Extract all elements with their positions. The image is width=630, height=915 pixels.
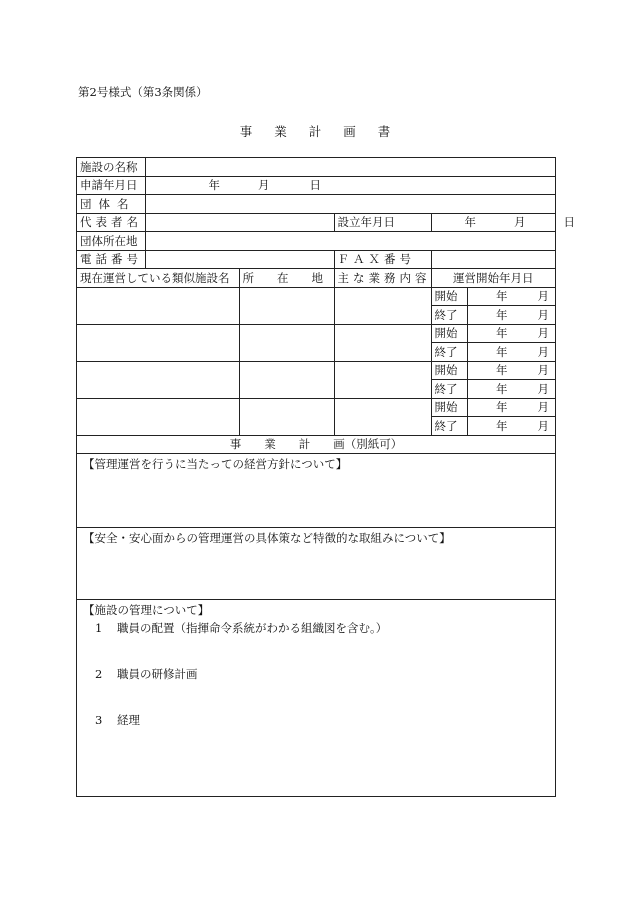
similar-facility-location-3[interactable] — [239, 361, 334, 398]
end-date-field[interactable]: 年 月 — [467, 343, 555, 362]
policy-section[interactable] — [77, 454, 555, 527]
similar-facility-business-4[interactable] — [334, 398, 431, 435]
application-date-field[interactable] — [145, 176, 555, 195]
safety-section[interactable] — [77, 527, 555, 599]
end-label: 終了 — [431, 380, 467, 399]
similar-facility-business-1[interactable] — [334, 287, 431, 324]
phone-field[interactable] — [145, 250, 334, 269]
est-month-unit: 月 — [514, 215, 526, 230]
end-label: 終了 — [431, 343, 467, 362]
day-unit: 日 — [309, 178, 321, 193]
representative-label: 代表者名 — [77, 213, 145, 232]
management-item-2: 2 職員の研修計画 — [95, 667, 198, 681]
facility-name-field[interactable] — [145, 158, 555, 176]
est-day-unit: 日 — [563, 215, 575, 230]
business-content-header: 主な業務内容 — [334, 269, 431, 288]
location-header: 所 在 地 — [239, 269, 334, 288]
similar-facility-name-2[interactable] — [77, 324, 239, 361]
start-label: 開始 — [431, 398, 467, 417]
similar-facility-name-3[interactable] — [77, 361, 239, 398]
established-label: 設立年月日 — [334, 213, 431, 232]
form-number: 第2号様式（第3条関係） — [78, 85, 208, 99]
org-address-label: 団体所在地 — [77, 232, 145, 251]
document-title: 事業計画書 — [239, 124, 413, 139]
similar-facility-name-4[interactable] — [77, 398, 239, 435]
org-address-field[interactable] — [145, 232, 555, 251]
year-unit: 年 — [208, 178, 220, 193]
management-heading: 【施設の管理について】 — [83, 603, 210, 617]
start-label: 開始 — [431, 361, 467, 380]
form-table — [76, 157, 575, 797]
operation-start-header: 運営開始年月日 — [431, 269, 555, 288]
management-item-1: 1 職員の配置（指揮命令系統がわかる組織図を含む。） — [95, 621, 388, 635]
fax-field[interactable] — [431, 250, 555, 269]
similar-facility-location-4[interactable] — [239, 398, 334, 435]
phone-label: 電話番号 — [77, 250, 145, 269]
end-label: 終了 — [431, 306, 467, 325]
month-unit: 月 — [258, 178, 270, 193]
end-date-field[interactable]: 年 月 — [467, 380, 555, 399]
start-date-field[interactable]: 年 月 — [467, 287, 555, 306]
organization-label: 団体名 — [77, 195, 145, 214]
start-date-field[interactable]: 年 月 — [467, 398, 555, 417]
similar-facility-name-1[interactable] — [77, 287, 239, 324]
similar-facility-header: 現在運営している類似施設名 — [77, 269, 239, 288]
est-year-unit: 年 — [464, 215, 476, 230]
fax-label: ＦＡＸ番号 — [334, 250, 431, 269]
start-label: 開始 — [431, 287, 467, 306]
facility-name-label: 施設の名称 — [77, 158, 145, 176]
similar-facility-business-3[interactable] — [334, 361, 431, 398]
applicant-info-table — [77, 158, 575, 454]
end-label: 終了 — [431, 417, 467, 436]
start-label: 開始 — [431, 324, 467, 343]
start-date-field[interactable]: 年 月 — [467, 361, 555, 380]
end-date-field[interactable]: 年 月 — [467, 306, 555, 325]
business-plan-header: 事 業 計 画（別紙可） — [77, 435, 555, 454]
application-date-label: 申請年月日 — [77, 176, 145, 195]
policy-heading: 【管理運営を行うに当たっての経営方針について】 — [83, 457, 348, 471]
similar-facility-location-2[interactable] — [239, 324, 334, 361]
representative-field[interactable] — [145, 213, 334, 232]
similar-facility-business-2[interactable] — [334, 324, 431, 361]
safety-heading: 【安全・安心面からの管理運営の具体策など特徴的な取組みについて】 — [83, 531, 451, 545]
management-section[interactable] — [77, 599, 555, 794]
established-field[interactable] — [431, 213, 575, 232]
similar-facility-location-1[interactable] — [239, 287, 334, 324]
end-date-field[interactable]: 年 月 — [467, 417, 555, 436]
start-date-field[interactable]: 年 月 — [467, 324, 555, 343]
organization-field[interactable] — [145, 195, 555, 214]
management-item-3: 3 経理 — [95, 713, 140, 727]
